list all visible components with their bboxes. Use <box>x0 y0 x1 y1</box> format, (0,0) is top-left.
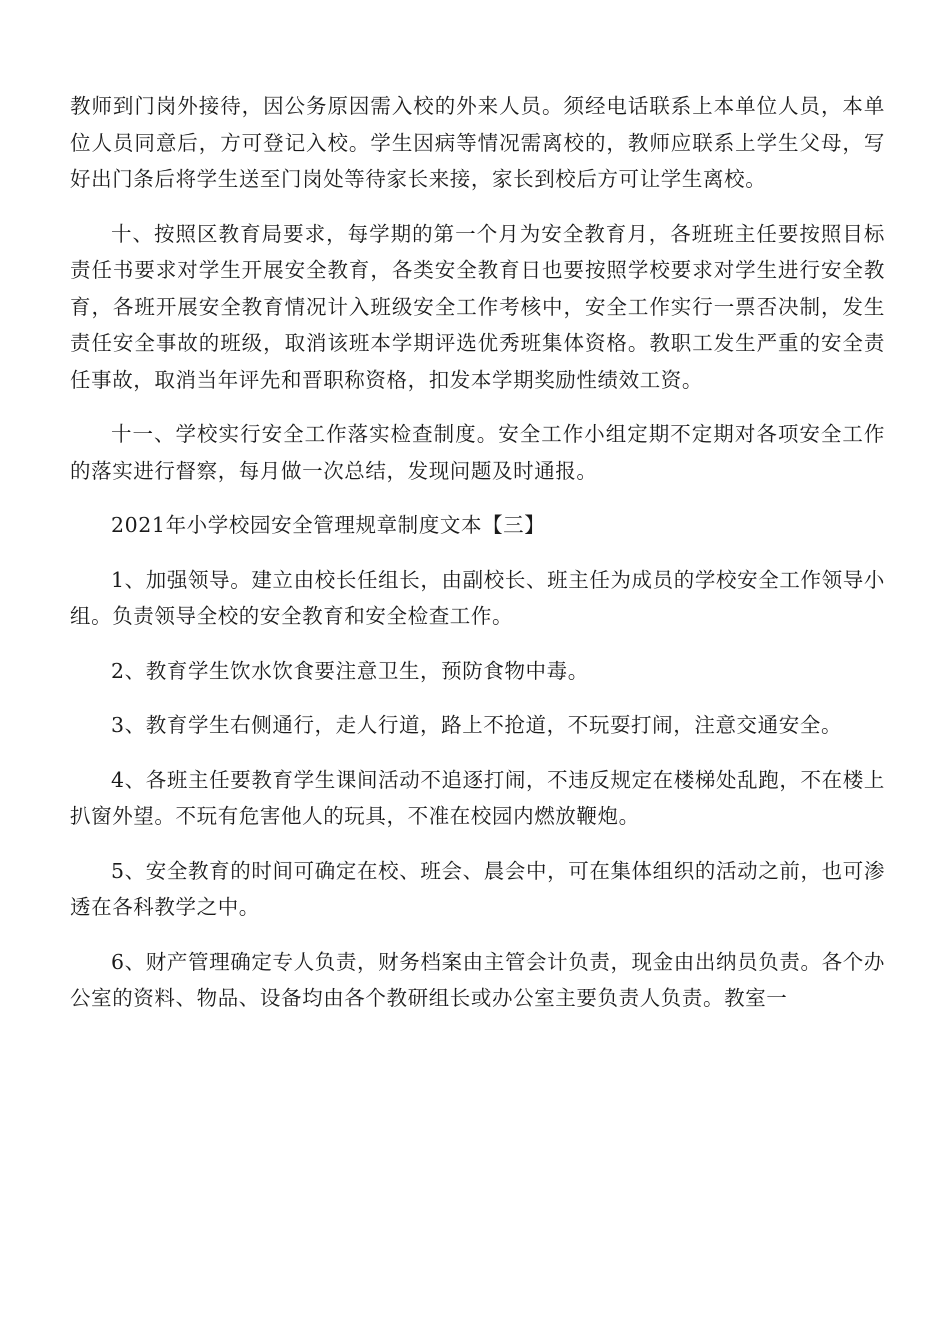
paragraph-rule-5: 5、安全教育的时间可确定在校、班会、晨会中，可在集体组织的活动之前，也可渗透在各科教学之中。 <box>70 858 885 919</box>
paragraph-item-10: 十、按照区教育局要求，每学期的第一个月为安全教育月，各班班主任要按照目标责任书要求对学生开展安全教育，各类安全教育日也要按照学校要求对学生进行安全教育，各班开展安全教育情况计入班级安全工作考核中，安全工作实行一票否决制，发生责任安全事故的班级，取消该班本学期评选优秀班集体资格。教职工发生严重的安全责任事故，取消当年评先和晋职称资格，扣发本学期奖励性绩效工资。 <box>70 221 885 392</box>
document-body <box>70 88 885 1035</box>
paragraph-rule-4: 4、各班主任要教育学生课间活动不追逐打闹，不违反规定在楼梯处乱跑，不在楼上扒窗外望。不玩有危害他人的玩具，不准在校园内燃放鞭炮。 <box>70 767 885 828</box>
paragraph-item-11: 十一、学校实行安全工作落实检查制度。安全工作小组定期不定期对各项安全工作的落实进行督察，每月做一次总结，发现问题及时通报。 <box>70 422 885 483</box>
paragraph-continuation: 教师到门岗外接待，因公务原因需入校的外来人员。须经电话联系上本单位人员，本单位人员同意后，方可登记入校。学生因病等情况需离校的，教师应联系上学生父母，写好出门条后将学生送至门岗处等待家长来接，家长到校后方可让学生离校。 <box>70 94 885 191</box>
section-heading: 2021年小学校园安全管理规章制度文本【三】 <box>111 513 546 537</box>
paragraph-rule-1: 1、加强领导。建立由校长任组长，由副校长、班主任为成员的学校安全工作领导小组。负责领导全校的安全教育和安全检查工作。 <box>70 567 885 628</box>
paragraph-rule-3: 3、教育学生右侧通行，走人行道，路上不抢道，不玩耍打闹，注意交通安全。 <box>111 713 843 737</box>
paragraph-rule-2: 2、教育学生饮水饮食要注意卫生，预防食物中毒。 <box>111 658 589 683</box>
paragraph-rule-6: 6、财产管理确定专人负责，财务档案由主管会计负责，现金由出纳员负责。各个办公室的资料、物品、设备均由各个教研组长或办公室主要负责人负责。教室一 <box>70 949 885 1010</box>
